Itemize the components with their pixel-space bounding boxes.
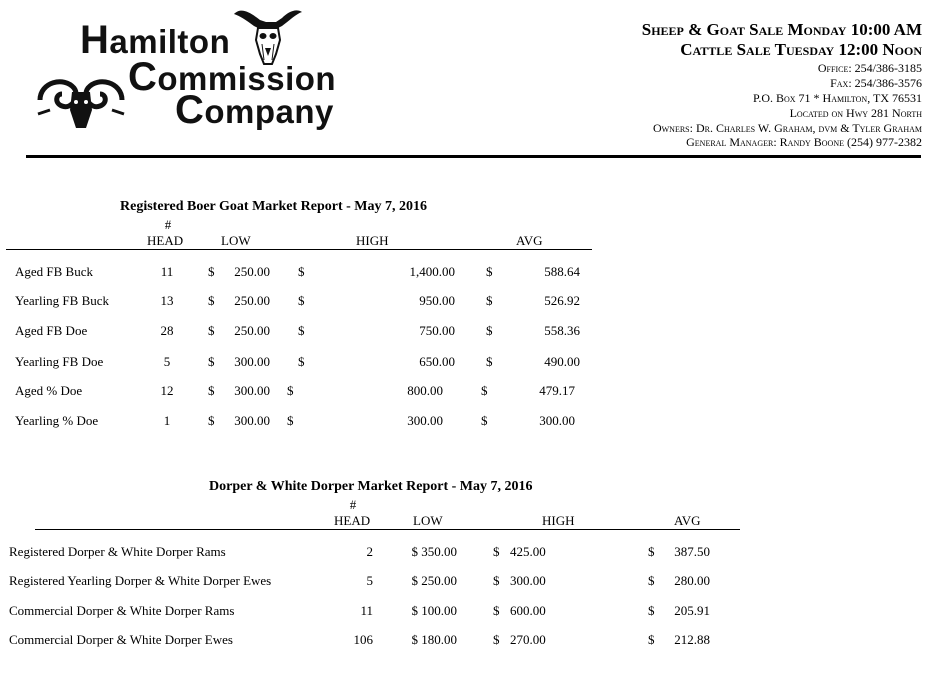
ram-head-icon <box>36 70 126 132</box>
boer-row-avg: 588.64 <box>544 264 580 279</box>
boer-col-head: HEAD <box>147 233 184 248</box>
dorper-row-head: 11 <box>360 603 373 618</box>
dorper-row-name: Registered Yearling Dorper & White Dorper Ewes <box>9 573 272 588</box>
dorper-row-high: 425.00 <box>510 544 546 559</box>
dorper-row-avg-currency: $ <box>648 632 655 647</box>
dorper-row-high: 270.00 <box>510 632 546 647</box>
boer-row-low: 300.00 <box>234 383 270 398</box>
boer-row-low-currency: $ <box>208 264 215 279</box>
logo-line-hamilton: Hamilton <box>80 18 231 62</box>
boer-row-low: 300.00 <box>234 413 270 428</box>
boer-row-high: 950.00 <box>419 293 455 308</box>
general-manager: General Manager: Randy Boone (254) 977-2382 <box>686 135 922 149</box>
boer-col-high: HIGH <box>356 233 389 248</box>
boer-row-avg-currency: $ <box>486 323 493 338</box>
boer-row-name: Yearling FB Doe <box>15 354 104 369</box>
boer-row-high-currency: $ <box>298 264 305 279</box>
boer-row-high-currency: $ <box>287 383 294 398</box>
boer-col-avg: AVG <box>516 233 543 248</box>
dorper-row-avg-currency: $ <box>648 603 655 618</box>
boer-row-name: Yearling FB Buck <box>15 293 110 308</box>
boer-row-name: Yearling % Doe <box>15 413 99 428</box>
dorper-row-avg: 205.91 <box>674 603 710 618</box>
boer-row-avg-currency: $ <box>486 264 493 279</box>
boer-row-head: 1 <box>163 413 171 428</box>
boer-row-avg: 300.00 <box>539 413 575 428</box>
dorper-row-low: $ 100.00 <box>411 603 457 618</box>
boer-row-avg: 490.00 <box>544 354 580 369</box>
boer-row-avg: 558.36 <box>544 323 580 338</box>
boer-row-name: Aged FB Doe <box>15 323 88 338</box>
boer-row-high: 750.00 <box>419 323 455 338</box>
dorper-header-underline <box>35 529 740 530</box>
dorper-row-high: 300.00 <box>510 573 546 588</box>
owners: Owners: Dr. Charles W. Graham, dvm & Tyler Graham <box>652 121 922 135</box>
dorper-report-title: Dorper & White Dorper Market Report - May 7, 2016 <box>209 479 533 494</box>
boer-row-low-currency: $ <box>208 354 215 369</box>
location: Located on Hwy 281 North <box>789 106 922 120</box>
boer-row-high: 1,400.00 <box>409 264 455 279</box>
dorper-col-avg: AVG <box>674 513 701 528</box>
dorper-row-high: 600.00 <box>510 603 546 618</box>
boer-row-low: 250.00 <box>234 293 270 308</box>
boer-row-high-currency: $ <box>298 293 305 308</box>
dorper-row-head: 5 <box>366 573 373 588</box>
boer-col-low: LOW <box>221 233 251 248</box>
boer-row-head: 12 <box>160 383 174 398</box>
boer-row-high-currency: $ <box>298 323 305 338</box>
boer-row-name: Aged FB Buck <box>15 264 93 279</box>
boer-row-low-currency: $ <box>208 323 215 338</box>
boer-head-hash: # <box>164 217 172 232</box>
boer-row-low-currency: $ <box>208 293 215 308</box>
dorper-row-low: $ 180.00 <box>411 632 457 647</box>
po-box-address: P.O. Box 71 * Hamilton, TX 76531 <box>752 91 922 105</box>
dorper-col-low: LOW <box>413 513 443 528</box>
dorper-head-hash: # <box>349 497 357 512</box>
boer-row-head: 28 <box>160 323 174 338</box>
dorper-row-head: 2 <box>366 544 373 559</box>
boer-row-head: 13 <box>160 293 174 308</box>
logo-line-company: Company <box>175 88 334 132</box>
boer-row-high: 300.00 <box>407 413 443 428</box>
boer-row-head: 5 <box>163 354 171 369</box>
boer-row-avg-currency: $ <box>486 293 493 308</box>
dorper-row-high-currency: $ <box>493 544 500 559</box>
cattle-sale-time: Cattle Sale Tuesday 12:00 Noon <box>680 40 922 59</box>
dorper-row-low: $ 250.00 <box>411 573 457 588</box>
dorper-row-high-currency: $ <box>493 632 500 647</box>
boer-row-avg-currency: $ <box>481 383 488 398</box>
dorper-row-avg: 280.00 <box>674 573 710 588</box>
boer-row-low: 300.00 <box>234 354 270 369</box>
dorper-row-name: Commercial Dorper & White Dorper Ewes <box>9 632 233 647</box>
dorper-row-avg: 212.88 <box>674 632 710 647</box>
dorper-row-head: 106 <box>353 632 373 647</box>
fax-number: Fax: 254/386-3576 <box>830 76 922 90</box>
header-divider <box>26 155 921 158</box>
dorper-row-name: Registered Dorper & White Dorper Rams <box>9 544 226 559</box>
logo-line-commission: Commission <box>128 55 337 99</box>
boer-header-underline <box>6 249 592 250</box>
boer-row-low: 250.00 <box>234 264 270 279</box>
boer-row-high-currency: $ <box>287 413 294 428</box>
boer-row-low-currency: $ <box>208 413 215 428</box>
dorper-row-low: $ 350.00 <box>411 544 457 559</box>
sheep-goat-sale-time: Sheep & Goat Sale Monday 10:00 AM <box>641 20 922 39</box>
dorper-row-avg-currency: $ <box>648 573 655 588</box>
boer-row-head: 11 <box>160 264 174 279</box>
longhorn-skull-icon <box>232 4 304 66</box>
dorper-col-high: HIGH <box>542 513 575 528</box>
dorper-row-high-currency: $ <box>493 603 500 618</box>
boer-row-avg: 526.92 <box>544 293 580 308</box>
dorper-row-avg: 387.50 <box>674 544 710 559</box>
boer-row-avg-currency: $ <box>481 413 488 428</box>
dorper-col-head: HEAD <box>334 513 371 528</box>
dorper-row-high-currency: $ <box>493 573 500 588</box>
boer-row-name: Aged % Doe <box>15 383 83 398</box>
dorper-row-avg-currency: $ <box>648 544 655 559</box>
boer-report-title: Registered Boer Goat Market Report - May 7, 2016 <box>120 199 428 214</box>
boer-row-low: 250.00 <box>234 323 270 338</box>
boer-row-high: 650.00 <box>419 354 455 369</box>
boer-row-high-currency: $ <box>298 354 305 369</box>
boer-row-low-currency: $ <box>208 383 215 398</box>
boer-row-avg-currency: $ <box>486 354 493 369</box>
boer-row-avg: 479.17 <box>539 383 575 398</box>
boer-row-high: 800.00 <box>407 383 443 398</box>
dorper-row-name: Commercial Dorper & White Dorper Rams <box>9 603 235 618</box>
office-phone: Office: 254/386-3185 <box>817 61 922 75</box>
